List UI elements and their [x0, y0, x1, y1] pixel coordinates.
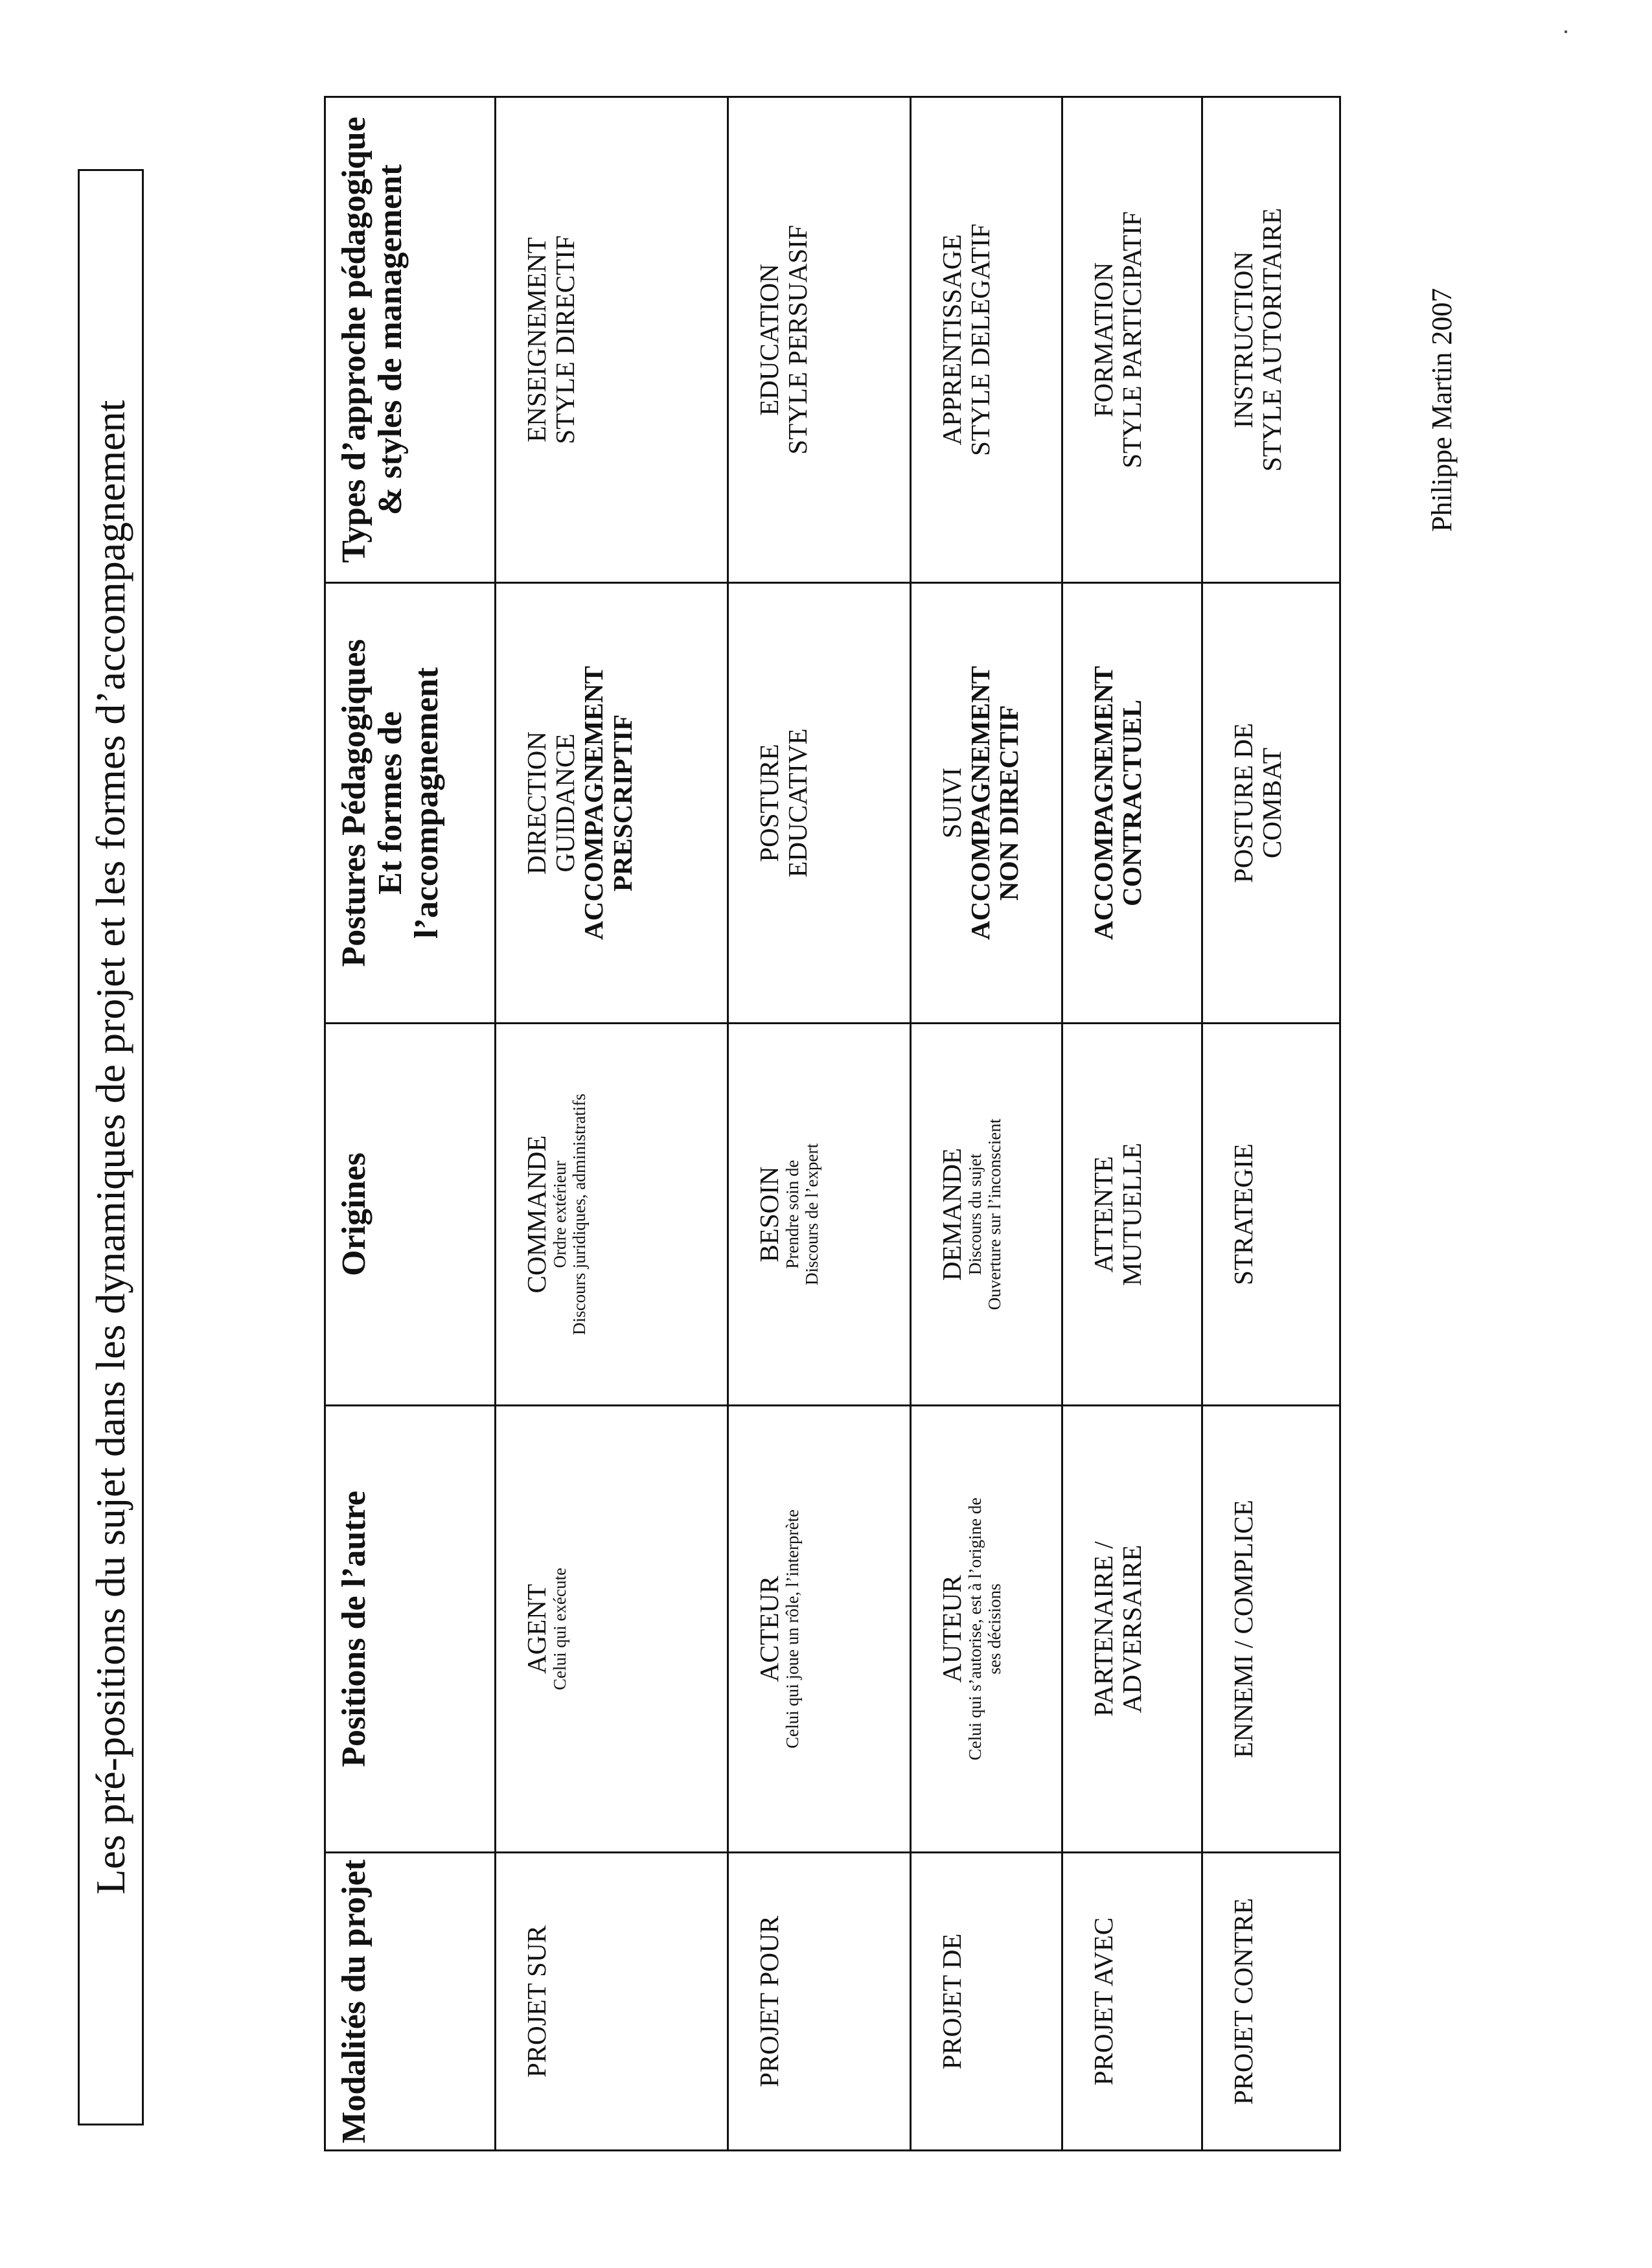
- cell-type: ENSEIGNEMENT STYLE DIRECTIF: [495, 97, 728, 583]
- page-title-text: Les pré-positions du sujet dans les dynamiques de projet et les formes d’accompagnement: [87, 400, 133, 1895]
- cell-position: ACTEUR Celui qui joue un rôle, l’interprète: [728, 1406, 910, 1853]
- cell-modalite: PROJET CONTRE: [1202, 1853, 1340, 2151]
- cell-origine: COMMANDE Ordre extérieur Discours juridiques, administratifs: [495, 1024, 728, 1406]
- scan-speck: [1565, 30, 1567, 33]
- table-row: [1202, 97, 1340, 2151]
- cell-type: APPRENTISSAGE STYLE DELEGATIF: [910, 97, 1062, 583]
- author-credit: Philippe Martin 2007: [1426, 288, 1458, 532]
- table-row: [728, 97, 910, 2151]
- cell-posture: POSTURE DE COMBAT: [1202, 583, 1340, 1024]
- header-types: Types d’approche pédagogique & styles de management: [325, 97, 496, 583]
- cell-posture: ACCOMPAGNEMENT CONTRACTUEL: [1062, 583, 1202, 1024]
- cell-origine: DEMANDE Discours du sujet Ouverture sur l’inconscient: [910, 1024, 1062, 1406]
- cell-origine: STRATEGIE: [1202, 1024, 1340, 1406]
- cell-type: INSTRUCTION STYLE AUTORITAIRE: [1202, 97, 1340, 583]
- header-positions: Positions de l’autre: [325, 1406, 496, 1853]
- project-modalities-table: [324, 96, 1341, 2151]
- table-row: [1062, 97, 1202, 2151]
- header-origines: Origines: [325, 1024, 496, 1406]
- table-row: [495, 97, 728, 2151]
- cell-origine: BESOIN Prendre soin de Discours de l’expert: [728, 1024, 910, 1406]
- table-row: [910, 97, 1062, 2151]
- cell-position: PARTENAIRE / ADVERSAIRE: [1062, 1406, 1202, 1853]
- cell-type: FORMATION STYLE PARTICIPATIF: [1062, 97, 1202, 583]
- cell-type: EDUCATION STYLE PERSUASIF: [728, 97, 910, 583]
- header-postures: Postures Pédagogiques Et formes de l’accompagnement: [325, 583, 496, 1024]
- cell-modalite: PROJET DE: [910, 1853, 1062, 2151]
- cell-posture: SUIVI ACCOMPAGNEMENT NON DIRECTIF: [910, 583, 1062, 1024]
- cell-posture: DIRECTION GUIDANCE ACCOMPAGNEMENT PRESCRIPTIF: [495, 583, 728, 1024]
- cell-origine: ATTENTE MUTUELLE: [1062, 1024, 1202, 1406]
- cell-modalite: PROJET POUR: [728, 1853, 910, 2151]
- page-title: [78, 169, 144, 2125]
- cell-modalite: PROJET AVEC: [1062, 1853, 1202, 2151]
- cell-posture: POSTURE EDUCATIVE: [728, 583, 910, 1024]
- cell-position: ENNEMI / COMPLICE: [1202, 1406, 1340, 1853]
- header-modalites: Modalités du projet: [325, 1853, 496, 2151]
- cell-position: AUTEUR Celui qui s’autorise, est à l’origine de ses décisions: [910, 1406, 1062, 1853]
- cell-modalite: PROJET SUR: [495, 1853, 728, 2151]
- cell-position: AGENT Celui qui exécute: [495, 1406, 728, 1853]
- table-header-row: [325, 97, 496, 2151]
